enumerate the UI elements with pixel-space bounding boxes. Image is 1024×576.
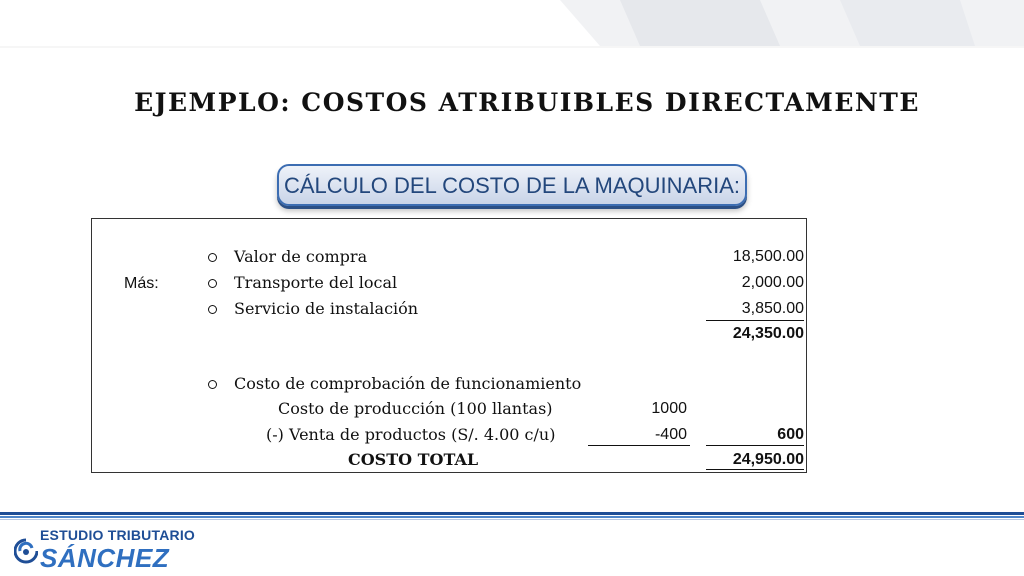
- total-amount: 24,950.00: [732, 451, 804, 468]
- logo-line1: ESTUDIO TRIBUTARIO: [40, 527, 196, 543]
- item-amount: 18,500.00: [732, 248, 804, 265]
- total-label: COSTO TOTAL: [348, 450, 479, 469]
- header-decoration: [0, 0, 1024, 60]
- sales-label: (-) Venta de productos (S/. 4.00 c/u): [266, 425, 556, 444]
- production-label: Costo de producción (100 llantas): [278, 399, 553, 418]
- subtotal-rule: [706, 320, 804, 321]
- bullet-icon: [208, 305, 217, 314]
- net-rule: [706, 445, 804, 446]
- total-rule: [706, 469, 804, 470]
- sales-rule: [588, 445, 690, 446]
- bullet-icon: [208, 380, 217, 389]
- slide-title: EJEMPLO: COSTOS ATRIBUIBLES DIRECTAMENTE: [134, 88, 920, 117]
- bullet-icon: [208, 253, 217, 262]
- mas-label: Más:: [124, 275, 159, 292]
- item-amount: 2,000.00: [741, 274, 804, 291]
- item-label: Valor de compra: [234, 247, 368, 266]
- cost-table: [91, 218, 807, 473]
- logo-line2: SÁNCHEZ: [40, 543, 170, 573]
- bullet-icon: [208, 279, 217, 288]
- check-item-label: Costo de comprobación de funcionamiento: [234, 374, 582, 393]
- sales-amount: -400: [654, 426, 687, 443]
- item-label: Transporte del local: [234, 273, 398, 292]
- section-heading-button: CÁLCULO DEL COSTO DE LA MAQUINARIA:: [277, 164, 747, 206]
- globe-logo-icon: [14, 538, 38, 564]
- item-amount: 3,850.00: [741, 300, 804, 317]
- sales-net-amount: 600: [777, 426, 804, 443]
- subtotal-amount: 24,350.00: [732, 325, 804, 342]
- production-amount: 1000: [651, 400, 687, 417]
- item-label: Servicio de instalación: [234, 299, 419, 318]
- footer-bar: [0, 512, 1024, 524]
